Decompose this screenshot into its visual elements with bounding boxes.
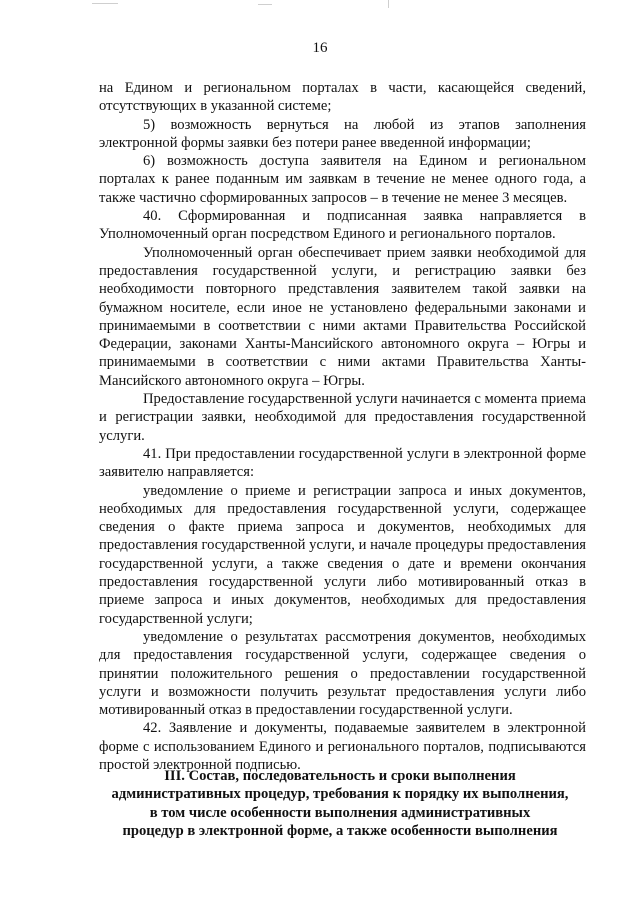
scan-artifact: [388, 0, 389, 8]
section-heading: [80, 767, 600, 840]
section-heading-line: в том числе особенности выполнения административных: [149, 804, 531, 821]
paragraph-authority-reception: Уполномоченный орган обеспечивает прием заявки необходимой для предоставления государственной услуги, и регистрацию заявки без необходимости повторного представления заявителем такой заявки на бумажном носителе, если иное не установлено федеральными законами и принимаемыми в соответствии с ними актами Правительства Российской Федерации, законами Ханты-Мансийского автономного округа – Югры и принимаемыми в соответствии с ними актами Правительства Ханты-Мансийского автономного округа – Югры.: [99, 244, 586, 389]
paragraph-item-5: 5) возможность вернуться на любой из этапов заполнения электронной формы заявки без потери ранее введенной информации;: [99, 116, 586, 151]
paragraph-notice-reception: уведомление о приеме и регистрации запроса и иных документов, необходимых для предоставления государственной услуги, содержащее сведения о факте приема запроса и документов, необходимых для предоставления государственной услуги, и начале процедуры предоставления государственной услуги, а также сведения о дате и времени окончания предоставления государственной услуги либо мотивированный отказ в приеме запроса и иных документов, необходимых для предоставления государственной услуги;: [99, 482, 586, 627]
section-heading-line: процедур в электронной форме, а также особенности выполнения: [122, 822, 558, 839]
scan-artifact: [258, 4, 272, 5]
document-body: [99, 79, 586, 774]
paragraph-notice-results: уведомление о результатах рассмотрения документов, необходимых для предоставления государственной услуги, содержащее сведения о принятии положительного решения о предоставлении государственной услуги и возможности получить результат предоставления услуги либо мотивированный отказ в предоставлении государственной услуги.: [99, 628, 586, 719]
paragraph-service-start: Предоставление государственной услуги начинается с момента приема и регистрации заявки, необходимой для предоставления государственной услуги.: [99, 391, 586, 444]
page-number: 16: [312, 40, 328, 56]
paragraph-clause-40: 40. Сформированная и подписанная заявка направляется в Уполномоченный орган посредством Единого и регионального порталов.: [99, 208, 586, 243]
section-heading-line: III. Состав, последовательность и сроки выполнения: [164, 768, 516, 784]
paragraph-clause-41: 41. При предоставлении государственной услуги в электронной форме заявителю направляется:: [99, 445, 586, 481]
paragraph-continuation: на Едином и региональном порталах в части, касающейся сведений, отсутствующих в указанной системе;: [99, 80, 586, 115]
paragraph-item-6: 6) возможность доступа заявителя на Едином и региональном порталах к ранее поданным им заявкам в течение не менее одного года, а также частично сформированных запросов – в течение не менее 3 месяцев.: [99, 153, 586, 206]
scan-artifact: [92, 3, 118, 4]
paragraph-clause-42: 42. Заявление и документы, подаваемые заявителем в электронной форме с использованием Единого и регионального порталов, подписываются простой электронной подписью.: [99, 720, 586, 773]
section-heading-line: административных процедур, требования к порядку их выполнения,: [111, 786, 569, 803]
